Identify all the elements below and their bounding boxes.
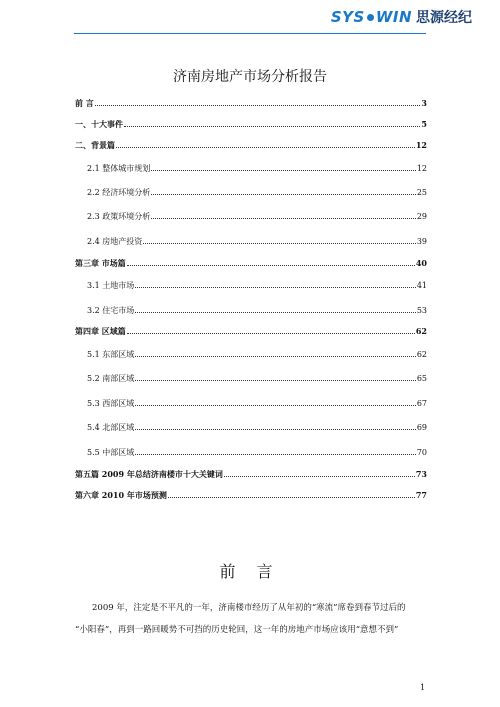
toc-entry[interactable] bbox=[75, 469, 427, 479]
toc-entry-page: 53 bbox=[416, 306, 427, 315]
toc-entry[interactable] bbox=[75, 490, 427, 500]
toc-entry-page: 62 bbox=[416, 350, 427, 359]
toc-entry[interactable] bbox=[75, 423, 427, 433]
toc-entry[interactable] bbox=[75, 350, 427, 360]
toc-entry-label: 2.3 政策环境分析 bbox=[87, 212, 151, 221]
toc-entry-page: 73 bbox=[415, 469, 427, 479]
toc-dot-leader bbox=[135, 399, 416, 406]
toc-entry[interactable] bbox=[75, 258, 427, 268]
toc-entry[interactable] bbox=[75, 374, 427, 384]
toc-dot-leader bbox=[135, 306, 416, 313]
toc-entry-label: 第四章 区域篇 bbox=[75, 326, 126, 336]
toc-dot-leader bbox=[95, 99, 421, 106]
toc-entry-label: 5.4 北部区域 bbox=[87, 423, 135, 432]
page-number: 1 bbox=[420, 683, 426, 692]
toc-dot-leader bbox=[135, 350, 416, 357]
toc-dot-leader bbox=[151, 164, 416, 171]
toc-entry-page: 67 bbox=[416, 399, 427, 408]
toc-entry[interactable] bbox=[75, 448, 427, 458]
toc-entry-label: 前 言 bbox=[75, 98, 94, 108]
toc-entry[interactable] bbox=[75, 237, 427, 247]
toc-entry-label: 3.2 住宅市场 bbox=[87, 306, 135, 315]
toc-entry[interactable] bbox=[75, 164, 427, 174]
logo-dot-icon bbox=[367, 14, 374, 21]
toc-entry-label: 第六章 2010 年市场预测 bbox=[75, 490, 167, 500]
toc-entry-label: 2.4 房地产投资 bbox=[87, 237, 143, 246]
toc-entry-label: 5.3 西部区域 bbox=[87, 399, 135, 408]
toc-dot-leader bbox=[127, 259, 415, 266]
toc-entry-page: 3 bbox=[421, 98, 427, 108]
toc-entry-page: 12 bbox=[415, 140, 427, 150]
toc-entry-page: 77 bbox=[415, 490, 427, 500]
toc-entry-label: 5.5 中部区域 bbox=[87, 448, 135, 457]
toc-dot-leader bbox=[151, 212, 416, 219]
toc-entry-label: 第三章 市场篇 bbox=[75, 258, 126, 268]
logo-chinese-name: 思源经纪 bbox=[416, 10, 472, 26]
toc-entry[interactable] bbox=[75, 326, 427, 336]
logo-wordmark: SYS WIN bbox=[330, 8, 412, 26]
toc-entry-page: 41 bbox=[416, 281, 427, 290]
toc-entry[interactable] bbox=[75, 98, 427, 108]
body-paragraph-line-2: “小阳春”，再到一路回暖势不可挡的历史轮回，这一年的房地产市场应该用“意想不到” bbox=[75, 625, 399, 635]
section-heading: 前 言 bbox=[219, 562, 281, 581]
toc-entry-label: 5.2 南部区域 bbox=[87, 374, 135, 383]
toc-dot-leader bbox=[127, 327, 415, 334]
toc-entry-label: 5.1 东部区域 bbox=[87, 350, 135, 359]
toc-entry[interactable] bbox=[75, 306, 427, 316]
toc-entry-page: 5 bbox=[421, 119, 427, 129]
toc-entry-label: 二、背景篇 bbox=[75, 140, 115, 150]
toc-entry[interactable] bbox=[75, 212, 427, 222]
header-rule bbox=[74, 33, 426, 34]
toc-entry-page: 65 bbox=[416, 374, 427, 383]
toc-entry-label: 2.2 经济环境分析 bbox=[87, 188, 151, 197]
document-title: 济南房地产市场分析报告 bbox=[173, 69, 327, 85]
toc-dot-leader bbox=[135, 448, 416, 455]
toc-entry[interactable] bbox=[75, 188, 427, 198]
toc-entry[interactable] bbox=[75, 140, 427, 150]
toc-entry-page: 69 bbox=[416, 423, 427, 432]
toc-entry-page: 12 bbox=[416, 164, 427, 173]
body-paragraph-line-1: 2009 年，注定是不平凡的一年，济南楼市经历了从年初的“寒流”席卷到春节过后的 bbox=[92, 603, 406, 613]
toc-entry[interactable] bbox=[75, 399, 427, 409]
toc-dot-leader bbox=[143, 237, 416, 244]
toc-dot-leader bbox=[116, 141, 415, 148]
toc-dot-leader bbox=[124, 120, 420, 127]
toc-entry-page: 70 bbox=[416, 448, 427, 457]
toc-entry-label: 3.1 土地市场 bbox=[87, 281, 135, 290]
toc-entry-page: 29 bbox=[416, 212, 427, 221]
toc-entry-label: 2.1 整体城市规划 bbox=[87, 164, 151, 173]
toc-dot-leader bbox=[151, 188, 416, 195]
toc-dot-leader bbox=[168, 491, 415, 498]
sys-win-logo bbox=[331, 6, 472, 28]
toc-entry[interactable] bbox=[75, 119, 427, 129]
toc-dot-leader bbox=[135, 423, 416, 430]
toc-dot-leader bbox=[224, 470, 415, 477]
toc-entry-page: 39 bbox=[416, 237, 427, 246]
toc-entry-label: 一、十大事件 bbox=[75, 119, 123, 129]
toc-entry-page: 40 bbox=[415, 258, 427, 268]
toc-dot-leader bbox=[135, 281, 416, 288]
toc-entry-page: 62 bbox=[415, 326, 427, 336]
toc-entry-page: 25 bbox=[416, 188, 427, 197]
toc-dot-leader bbox=[135, 374, 416, 381]
toc-entry[interactable] bbox=[75, 281, 427, 291]
toc-entry-label: 第五篇 2009 年总结济南楼市十大关键词 bbox=[75, 469, 223, 479]
